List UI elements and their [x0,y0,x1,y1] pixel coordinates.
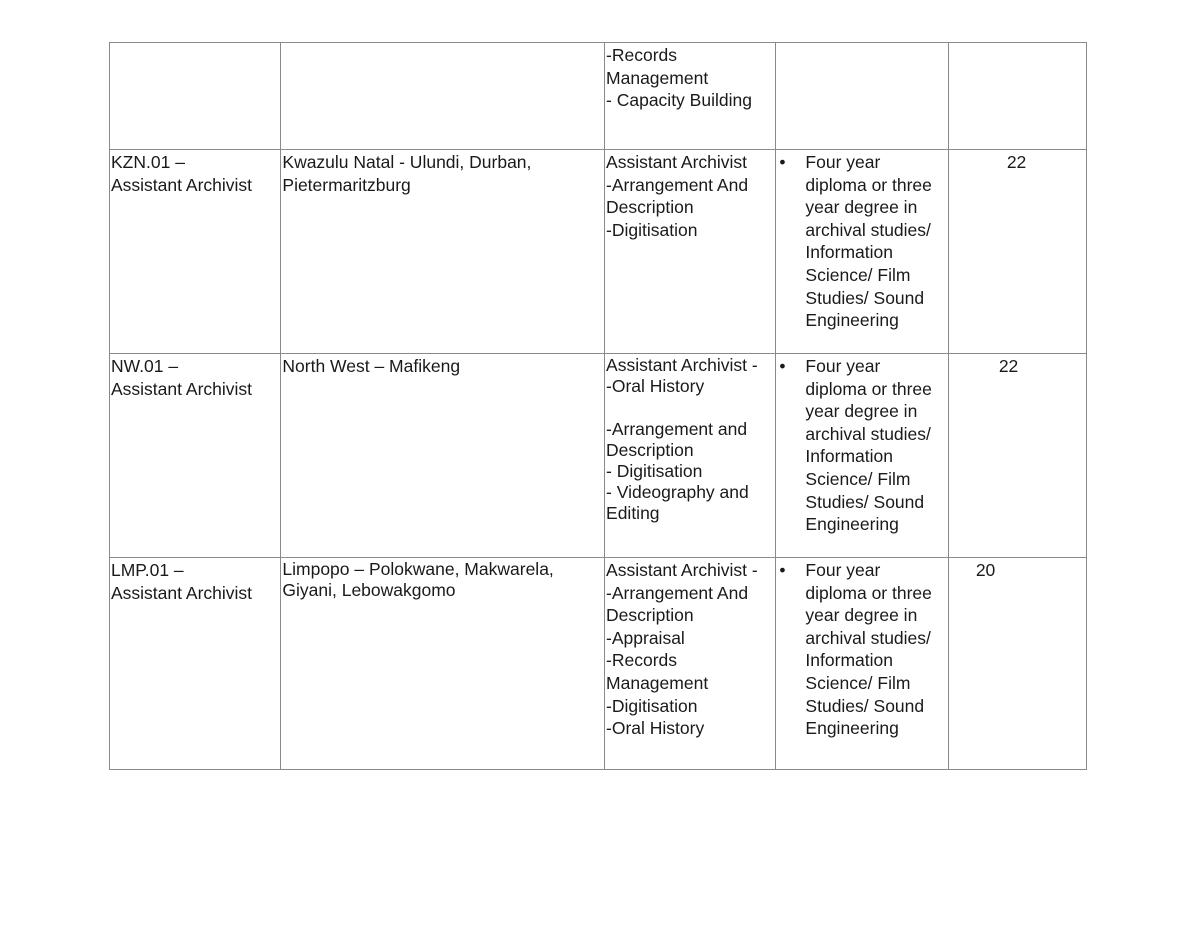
post-code: LMP.01 – [111,560,184,580]
number-of-posts: 22 [998,356,1019,376]
requirements-cell [776,354,948,558]
blank-line [606,397,775,419]
requirement-line: Science/ Film [805,672,911,693]
requirement-line: Information [805,242,893,263]
location-line: Giyani, Lebowakgomo [282,580,456,600]
requirement-line: year degree in [805,605,918,626]
location-cell [281,558,605,770]
requirement-item [777,151,947,332]
number-cell [948,43,1086,150]
duty-line: -Arrangement and [606,419,748,439]
requirement-line: Information [805,446,893,467]
duties-cell [605,354,776,558]
requirement-line: Science/ Film [805,264,911,285]
requirement-line: year degree in [805,197,918,218]
requirement-line: diploma or three [805,378,932,399]
duty-line: -Records [606,45,678,65]
duties-cell [605,150,776,354]
post-code-cell [110,558,281,770]
duty-line: Assistant Archivist - [606,560,758,580]
duty-line: Description [606,440,694,460]
requirement-line: Four year [805,560,881,580]
requirement-item [777,355,947,536]
requirement-line: Four year [805,152,881,172]
duty-line: - Capacity Building [606,90,752,111]
duty-line: -Digitisation [606,695,698,716]
duty-line: Management [606,67,709,88]
requirement-line: Information [805,650,893,671]
number-cell [948,354,1086,558]
location-line: North West – Mafikeng [282,356,461,376]
duty-line: Assistant Archivist [606,152,748,172]
requirement-line: Studies/ Sound [805,287,925,308]
requirement-line: Science/ Film [805,468,911,489]
number-of-posts: 20 [975,560,996,580]
post-code-cell [110,43,281,150]
post-title: Assistant Archivist [111,582,253,603]
bullet-icon: • [779,152,786,172]
post-title: Assistant Archivist [111,378,253,399]
post-code: NW.01 – [111,356,179,376]
number-cell [948,558,1086,770]
location-cell [281,150,605,354]
requirement-line: diploma or three [805,174,932,195]
requirement-line: archival studies/ [805,219,931,240]
location-line: Kwazulu Natal - Ulundi, Durban, [282,152,532,172]
bullet-icon: • [779,356,786,376]
vacancy-table [109,42,1087,770]
requirement-line: Engineering [805,718,899,739]
duties-cell [605,43,776,150]
location-line: Pietermaritzburg [282,174,411,195]
table-row [110,558,1087,770]
bullet-icon: • [779,560,786,580]
location-cell [281,354,605,558]
number-cell [948,150,1086,354]
requirement-item [777,559,947,740]
duty-line: -Arrangement And [606,174,749,195]
requirements-cell [776,150,948,354]
duty-line: - Digitisation [606,461,703,481]
requirement-line: Four year [805,356,881,376]
duty-line: -Arrangement And [606,582,749,603]
duty-line: Description [606,197,694,218]
table-row [110,43,1087,150]
post-code: KZN.01 – [111,152,185,172]
table-row [110,150,1087,354]
duty-line: Assistant Archivist - [606,355,758,375]
duty-line: Description [606,605,694,626]
requirement-line: archival studies/ [805,423,931,444]
post-title: Assistant Archivist [111,174,253,195]
duty-line: Editing [606,503,660,523]
duty-line: -Digitisation [606,219,698,240]
requirement-line: Engineering [805,310,899,331]
requirement-line: Studies/ Sound [805,491,925,512]
requirement-line: year degree in [805,401,918,422]
requirements-cell [776,558,948,770]
duty-line: -Oral History [606,376,705,396]
location-line: Limpopo – Polokwane, Makwarela, [282,559,554,579]
duties-cell [605,558,776,770]
duty-line: Management [606,672,709,693]
requirements-cell [776,43,948,150]
duty-line: -Oral History [606,718,705,739]
requirement-line: Engineering [805,514,899,535]
duty-line: - Videography and [606,482,749,502]
location-cell [281,43,605,150]
requirement-line: archival studies/ [805,627,931,648]
duty-line: -Records [606,650,678,671]
post-code-cell [110,150,281,354]
table-row [110,354,1087,558]
number-of-posts: 22 [1006,152,1027,172]
duty-line: -Appraisal [606,627,685,648]
requirement-line: diploma or three [805,582,932,603]
post-code-cell [110,354,281,558]
requirement-line: Studies/ Sound [805,695,925,716]
